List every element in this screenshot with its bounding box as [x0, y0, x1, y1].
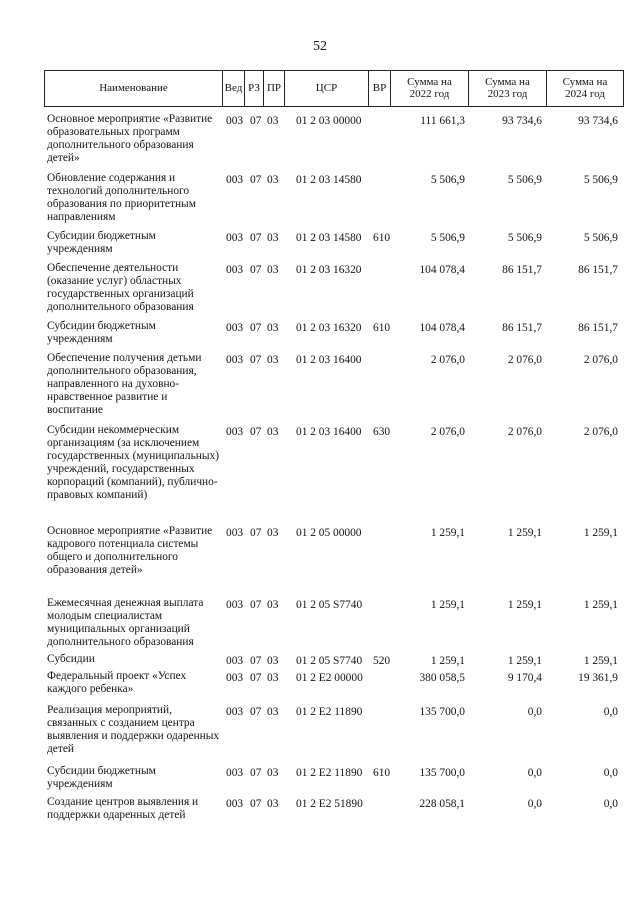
row-sum-2023: 1 259,1 — [507, 655, 542, 667]
row-sum-2022: 1 259,1 — [430, 599, 465, 611]
row-pr: 03 — [267, 798, 279, 810]
row-pr: 03 — [267, 767, 279, 779]
row-sum-2022: 111 661,3 — [420, 115, 465, 127]
row-ved: 003 — [226, 798, 244, 810]
row-pr: 03 — [267, 232, 279, 244]
row-rz: 07 — [250, 767, 262, 779]
row-rz: 07 — [250, 798, 262, 810]
row-pr: 03 — [267, 655, 279, 667]
row-sum-2023: 1 259,1 — [507, 599, 542, 611]
row-vr: 520 — [373, 655, 391, 667]
row-ved: 003 — [226, 426, 244, 438]
row-rz: 07 — [250, 527, 262, 539]
row-pr: 03 — [267, 115, 279, 127]
row-sum-2024: 2 076,0 — [583, 426, 618, 438]
row-ved: 003 — [226, 264, 244, 276]
row-rz: 07 — [250, 264, 262, 276]
row-sum-2024: 19 361,9 — [578, 672, 618, 684]
row-csr: 01 2 03 14580 — [296, 174, 362, 186]
row-sum-2024: 5 506,9 — [583, 232, 618, 244]
row-sum-2022: 135 700,0 — [419, 767, 465, 779]
row-csr: 01 2 05 00000 — [296, 527, 362, 539]
row-csr: 01 2 03 16320 — [296, 322, 362, 334]
row-name: Субсидии бюджетным учреждениям — [47, 230, 156, 256]
row-sum-2023: 2 076,0 — [507, 426, 542, 438]
row-sum-2024: 93 734,6 — [578, 115, 618, 127]
row-sum-2022: 104 078,4 — [419, 322, 465, 334]
row-pr: 03 — [267, 354, 279, 366]
row-name: Субсидии некоммерческим организациям (за исключением государственных (муниципальных) учреждений, государственных корпораций (компаний), публично-правовых компаний) — [47, 424, 220, 502]
row-sum-2022: 1 259,1 — [430, 655, 465, 667]
row-rz: 07 — [250, 672, 262, 684]
row-sum-2023: 5 506,9 — [507, 232, 542, 244]
row-sum-2022: 380 058,5 — [419, 672, 465, 684]
row-ved: 003 — [226, 354, 244, 366]
header-pr: ПР — [264, 71, 285, 106]
row-sum-2023: 9 170,4 — [507, 672, 542, 684]
row-rz: 07 — [250, 232, 262, 244]
row-rz: 07 — [250, 599, 262, 611]
row-name: Основное мероприятие «Развитие кадрового потенциала системы общего и дополнительного образования детей» — [47, 525, 213, 577]
row-pr: 03 — [267, 599, 279, 611]
row-name: Основное мероприятие «Развитие образовательных программ дополнительного образования детей» — [47, 113, 213, 165]
header-csr: ЦСР — [285, 71, 369, 106]
row-pr: 03 — [267, 706, 279, 718]
row-name: Ежемесячная денежная выплата молодым специалистам муниципальных организаций дополнительного образования — [47, 597, 204, 649]
row-pr: 03 — [267, 426, 279, 438]
row-sum-2023: 93 734,6 — [502, 115, 542, 127]
row-sum-2024: 0,0 — [603, 798, 618, 810]
row-ved: 003 — [226, 672, 244, 684]
row-sum-2023: 5 506,9 — [507, 174, 542, 186]
header-rz: РЗ — [245, 71, 264, 106]
row-rz: 07 — [250, 354, 262, 366]
header-ved: Вед — [223, 71, 245, 106]
header-vr: ВР — [369, 71, 391, 106]
row-name: Обновление содержания и технологий дополнительного образования по приоритетным направлениям — [47, 172, 196, 224]
row-sum-2022: 5 506,9 — [430, 174, 465, 186]
row-sum-2022: 228 058,1 — [419, 798, 465, 810]
row-sum-2024: 86 151,7 — [578, 322, 618, 334]
row-sum-2024: 2 076,0 — [583, 354, 618, 366]
row-rz: 07 — [250, 706, 262, 718]
row-vr: 610 — [373, 232, 391, 244]
row-csr: 01 2 E2 11890 — [296, 767, 363, 779]
row-ved: 003 — [226, 232, 244, 244]
row-ved: 003 — [226, 322, 244, 334]
row-ved: 003 — [226, 527, 244, 539]
row-name: Обеспечение получения детьми дополнительного образования, направленного на духовно-нравственное развитие и воспитание — [47, 352, 202, 417]
row-csr: 01 2 03 16320 — [296, 264, 362, 276]
row-csr: 01 2 03 14580 — [296, 232, 362, 244]
row-name: Субсидии — [47, 653, 95, 665]
row-rz: 07 — [250, 174, 262, 186]
row-sum-2024: 0,0 — [603, 767, 618, 779]
row-sum-2023: 0,0 — [527, 798, 542, 810]
row-csr: 01 2 05 S7740 — [296, 599, 363, 611]
row-vr: 610 — [373, 767, 391, 779]
row-name: Обеспечение деятельности (оказание услуг) областных государственных организаций дополнительного образования — [47, 262, 194, 314]
row-name: Реализация мероприятий, связанных с созданием центра выявления и поддержки одаренных детей — [47, 704, 220, 756]
row-sum-2024: 1 259,1 — [583, 655, 618, 667]
row-sum-2024: 1 259,1 — [583, 527, 618, 539]
row-sum-2024: 1 259,1 — [583, 599, 618, 611]
row-sum-2023: 1 259,1 — [507, 527, 542, 539]
row-vr: 610 — [373, 322, 391, 334]
row-sum-2024: 5 506,9 — [583, 174, 618, 186]
row-csr: 01 2 E2 11890 — [296, 706, 363, 718]
row-sum-2023: 2 076,0 — [507, 354, 542, 366]
header-sum-2023: Сумма на 2023 год — [469, 71, 547, 106]
row-rz: 07 — [250, 322, 262, 334]
row-name: Создание центров выявления и поддержки одаренных детей — [47, 796, 199, 822]
row-pr: 03 — [267, 672, 279, 684]
row-sum-2022: 104 078,4 — [419, 264, 465, 276]
row-name: Субсидии бюджетным учреждениям — [47, 765, 156, 791]
row-pr: 03 — [267, 264, 279, 276]
header-name: Наименование — [45, 71, 223, 106]
row-csr: 01 2 E2 51890 — [296, 798, 363, 810]
row-sum-2022: 2 076,0 — [430, 354, 465, 366]
row-ved: 003 — [226, 174, 244, 186]
row-name: Федеральный проект «Успех каждого ребенка» — [47, 670, 187, 696]
row-ved: 003 — [226, 655, 244, 667]
row-rz: 07 — [250, 426, 262, 438]
row-sum-2022: 5 506,9 — [430, 232, 465, 244]
row-pr: 03 — [267, 527, 279, 539]
header-sum-2022: Сумма на 2022 год — [391, 71, 469, 106]
row-name: Субсидии бюджетным учреждениям — [47, 320, 156, 346]
row-sum-2022: 135 700,0 — [419, 706, 465, 718]
table-header — [44, 70, 624, 107]
row-csr: 01 2 03 16400 — [296, 354, 362, 366]
row-ved: 003 — [226, 767, 244, 779]
row-sum-2023: 86 151,7 — [502, 322, 542, 334]
row-ved: 003 — [226, 115, 244, 127]
row-sum-2023: 0,0 — [527, 706, 542, 718]
row-vr: 630 — [373, 426, 391, 438]
row-sum-2024: 86 151,7 — [578, 264, 618, 276]
row-csr: 01 2 03 00000 — [296, 115, 362, 127]
row-sum-2022: 2 076,0 — [430, 426, 465, 438]
row-sum-2023: 0,0 — [527, 767, 542, 779]
header-sum-2024: Сумма на 2024 год — [562, 75, 608, 100]
row-sum-2022: 1 259,1 — [430, 527, 465, 539]
row-csr: 01 2 05 S7740 — [296, 655, 363, 667]
row-pr: 03 — [267, 322, 279, 334]
row-csr: 01 2 03 16400 — [296, 426, 362, 438]
page-number: 52 — [313, 39, 327, 54]
row-rz: 07 — [250, 655, 262, 667]
row-ved: 003 — [226, 599, 244, 611]
row-rz: 07 — [250, 115, 262, 127]
row-pr: 03 — [267, 174, 279, 186]
row-sum-2023: 86 151,7 — [502, 264, 542, 276]
row-sum-2024: 0,0 — [603, 706, 618, 718]
row-ved: 003 — [226, 706, 244, 718]
row-csr: 01 2 E2 00000 — [296, 672, 363, 684]
